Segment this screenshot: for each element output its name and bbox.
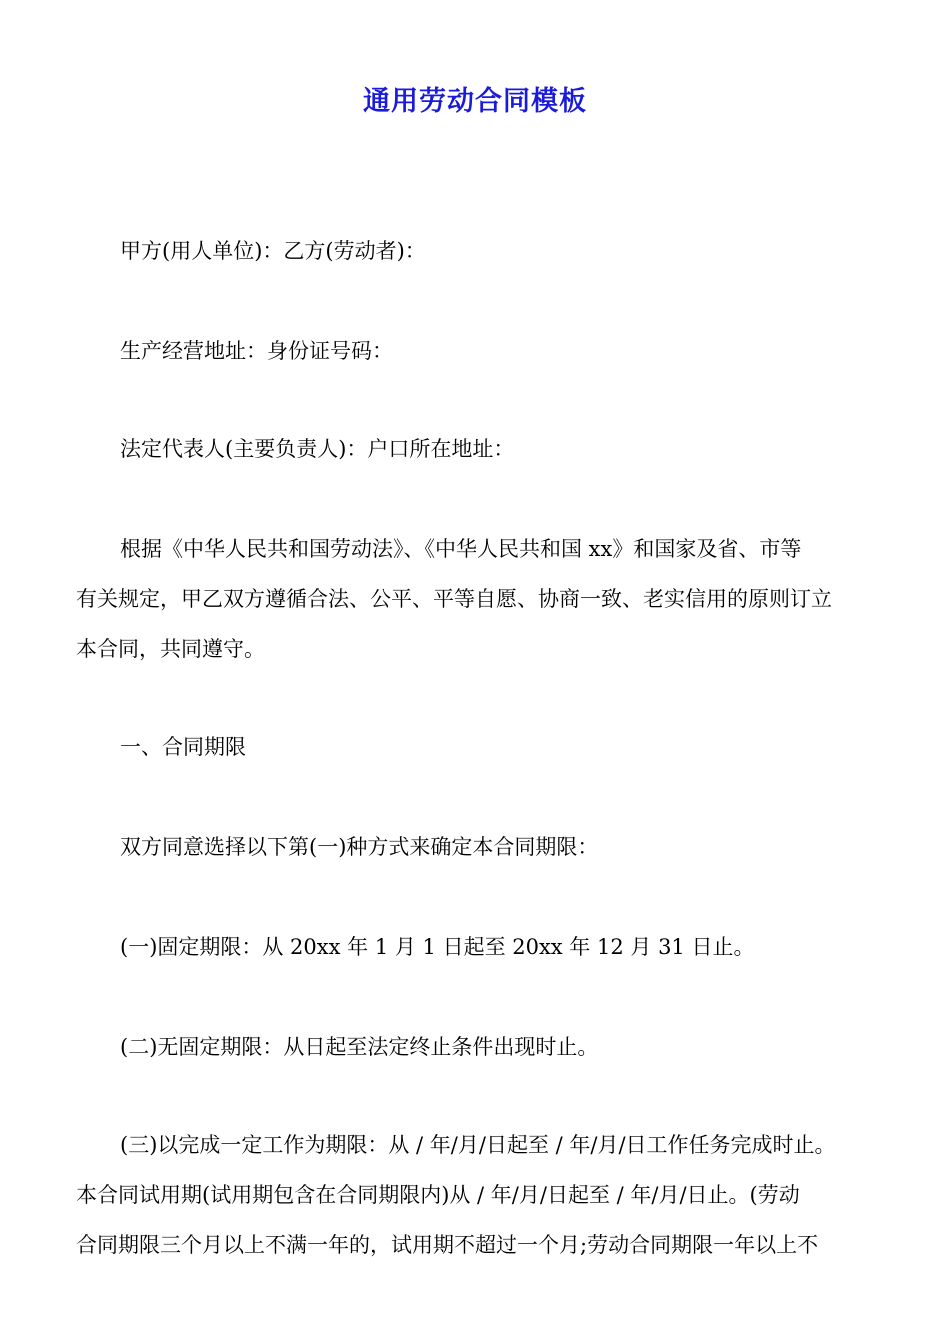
basis-line-3: 本合同，共同遵守。 (76, 637, 265, 661)
basis-line-1: 根据《中华人民共和国劳动法》、《中华人民共和国 xx》和国家及省、市等 (120, 537, 802, 561)
option-fixed-term: (一)固定期限：从 20xx 年 1 月 1 日起至 20xx 年 12 月 31 日止。 (120, 935, 755, 959)
address-line: 生产经营地址：身份证号码： (120, 339, 393, 363)
option-task-line-3: 合同期限三个月以上不满一年的，试用期不超过一个月;劳动合同期限一年以上不 (76, 1233, 819, 1257)
basis-line-2: 有关规定，甲乙双方遵循合法、公平、平等自愿、协商一致、老实信用的原则订立 (76, 587, 832, 611)
document-title: 通用劳动合同模板 (363, 86, 587, 117)
option-open-term: (二)无固定期限：从日起至法定终止条件出现时止。 (120, 1035, 599, 1059)
basis-paragraph (76, 524, 896, 674)
section-heading: 一、合同期限 (120, 735, 246, 759)
option-task-term (76, 1120, 896, 1270)
section-intro: 双方同意选择以下第(一)种方式来确定本合同期限： (120, 835, 599, 859)
party-line: 甲方(用人单位)：乙方(劳动者)： (120, 239, 426, 263)
option-task-line-1: (三)以完成一定工作为期限：从 / 年/月/日起至 / 年/月/日工作任务完成时止。 (120, 1133, 836, 1157)
option-task-line-2: 本合同试用期(试用期包含在合同期限内)从 / 年/月/日起至 / 年/月/日止。(劳动 (76, 1183, 800, 1207)
representative-line: 法定代表人(主要负责人)：户口所在地址： (120, 437, 515, 461)
